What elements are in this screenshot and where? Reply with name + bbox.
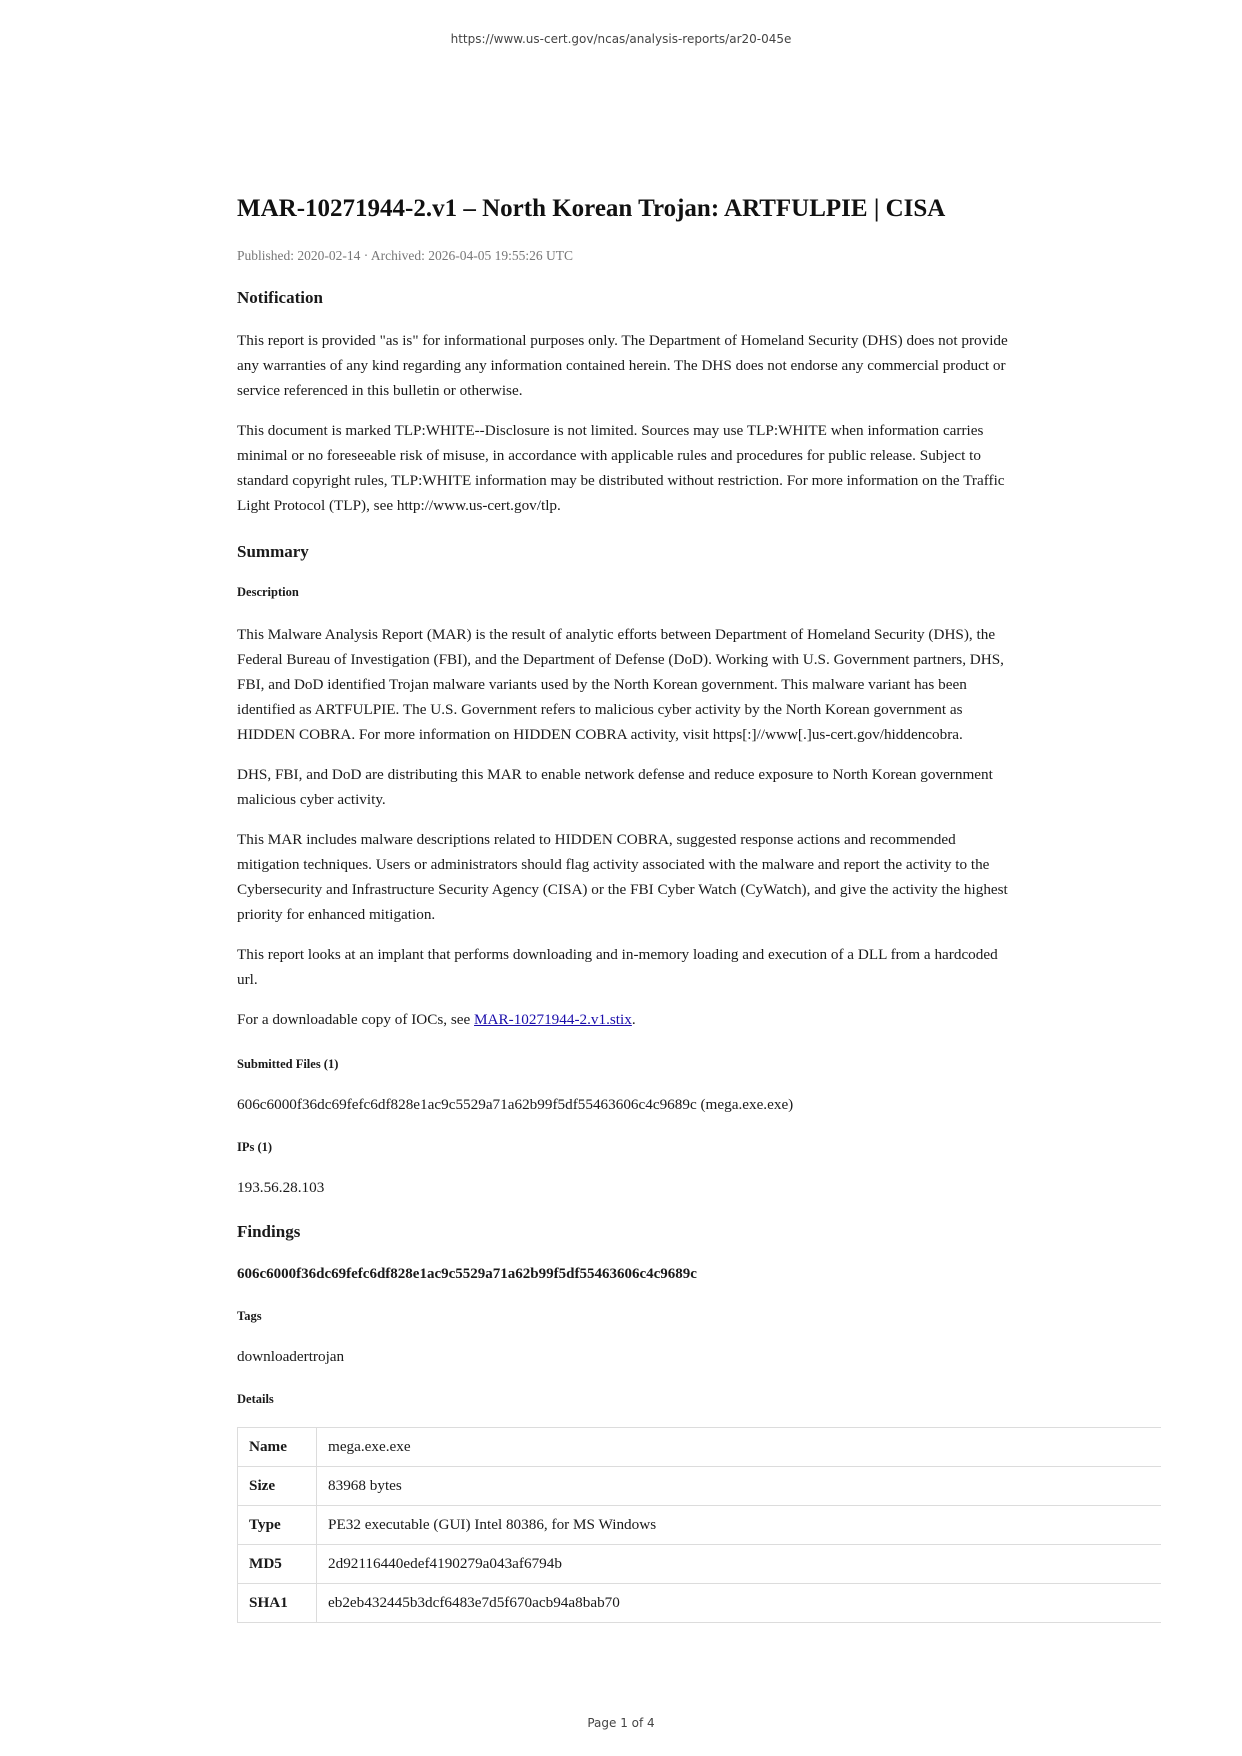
summary-paragraph-2: DHS, FBI, and DoD are distributing this MAR to enable network defense and reduce exposure to North Korean government malicious cyber activity. xyxy=(237,766,993,808)
submitted-files-heading: Submitted Files (1) xyxy=(237,1057,339,1071)
ip-address: 193.56.28.103 xyxy=(237,1179,325,1196)
summary-paragraph-1: This Malware Analysis Report (MAR) is the result of analytic efforts between Department of Homeland Security (DHS), the Federal Bureau of Investigation (FBI), and the Department of Defense (DoD). Working with U.S. Government partners, DHS, FBI, and DoD identified Trojan malware variants used by the North Korean government. This malware variant has been identified as ARTFULPIE. The U.S. Government refers to malicious cyber activity by the North Korean government as HIDDEN COBRA. For more information on HIDDEN COBRA activity, visit https[:]//www[.]us-cert.gov/hiddencobra. xyxy=(237,626,1004,743)
page-url-header: https://www.us-cert.gov/ncas/analysis-reports/ar20-045e xyxy=(450,32,792,46)
tags-value: downloadertrojan xyxy=(237,1348,345,1365)
details-key: Size xyxy=(238,1467,317,1506)
details-key: SHA1 xyxy=(238,1584,317,1623)
finding-hash-heading: 606c6000f36dc69fefc6df828e1ac9c5529a71a62b99f5df55463606c4c9689c xyxy=(237,1266,697,1282)
publish-meta: Published: 2020-02-14 · Archived: 2026-04-05 19:55:26 UTC xyxy=(237,248,573,263)
details-table xyxy=(237,1427,1161,1623)
stix-download-link[interactable]: MAR-10271944-2.v1.stix xyxy=(474,1011,632,1028)
notification-paragraph-1: This report is provided "as is" for informational purposes only. The Department of Homeland Security (DHS) does not provide any warranties of any kind regarding any information contained herein. The DHS does not endorse any commercial product or service referenced in this bulletin or otherwise. xyxy=(237,332,1008,399)
details-value: 83968 bytes xyxy=(317,1467,1162,1506)
submitted-file: 606c6000f36dc69fefc6df828e1ac9c5529a71a62b99f5df55463606c4c9689c (mega.exe.exe) xyxy=(237,1096,794,1113)
details-key: MD5 xyxy=(238,1545,317,1584)
details-value: 2d92116440edef4190279a043af6794b xyxy=(317,1545,1162,1584)
ioc-prefix: For a downloadable copy of IOCs, see xyxy=(237,1011,475,1028)
details-heading: Details xyxy=(237,1392,274,1406)
article xyxy=(237,192,1017,1623)
table-row xyxy=(238,1428,1162,1467)
notification-heading: Notification xyxy=(237,288,323,307)
details-key: Type xyxy=(238,1506,317,1545)
summary-paragraph-4: This report looks at an implant that performs downloading and in-memory loading and execution of a DLL from a hardcoded url. xyxy=(237,946,998,988)
table-row xyxy=(238,1506,1162,1545)
table-row xyxy=(238,1584,1162,1623)
ioc-suffix: . xyxy=(631,1011,636,1028)
table-row xyxy=(238,1467,1162,1506)
details-value: PE32 executable (GUI) Intel 80386, for MS Windows xyxy=(317,1506,1162,1545)
details-value: eb2eb432445b3dcf6483e7d5f670acb94a8bab70 xyxy=(317,1584,1162,1623)
ips-heading: IPs (1) xyxy=(237,1140,273,1154)
tags-heading: Tags xyxy=(237,1309,262,1323)
summary-paragraph-3: This MAR includes malware descriptions related to HIDDEN COBRA, suggested response actions and recommended mitigation techniques. Users or administrators should flag activity associated with the malware and report the activity to the Cybersecurity and Infrastructure Security Agency (CISA) or the FBI Cyber Watch (CyWatch), and give the activity the highest priority for enhanced mitigation. xyxy=(237,831,1008,923)
table-row xyxy=(238,1545,1162,1584)
description-heading: Description xyxy=(237,585,299,599)
notification-paragraph-2: This document is marked TLP:WHITE--Disclosure is not limited. Sources may use TLP:WHITE when information carries minimal or no foreseeable risk of misuse, in accordance with applicable rules and procedures for public release. Subject to standard copyright rules, TLP:WHITE information may be distributed without restriction. For more information on the Traffic Light Protocol (TLP), see http://www.us-cert.gov/tlp. xyxy=(237,422,1005,514)
page-title: MAR-10271944-2.v1 – North Korean Trojan: ARTFULPIE | CISA xyxy=(237,195,946,222)
page-number: Page 1 of 4 xyxy=(587,1716,655,1730)
ioc-paragraph xyxy=(237,1007,1017,1032)
details-key: Name xyxy=(238,1428,317,1467)
details-value: mega.exe.exe xyxy=(317,1428,1162,1467)
summary-heading: Summary xyxy=(237,542,309,561)
findings-heading: Findings xyxy=(237,1222,301,1241)
